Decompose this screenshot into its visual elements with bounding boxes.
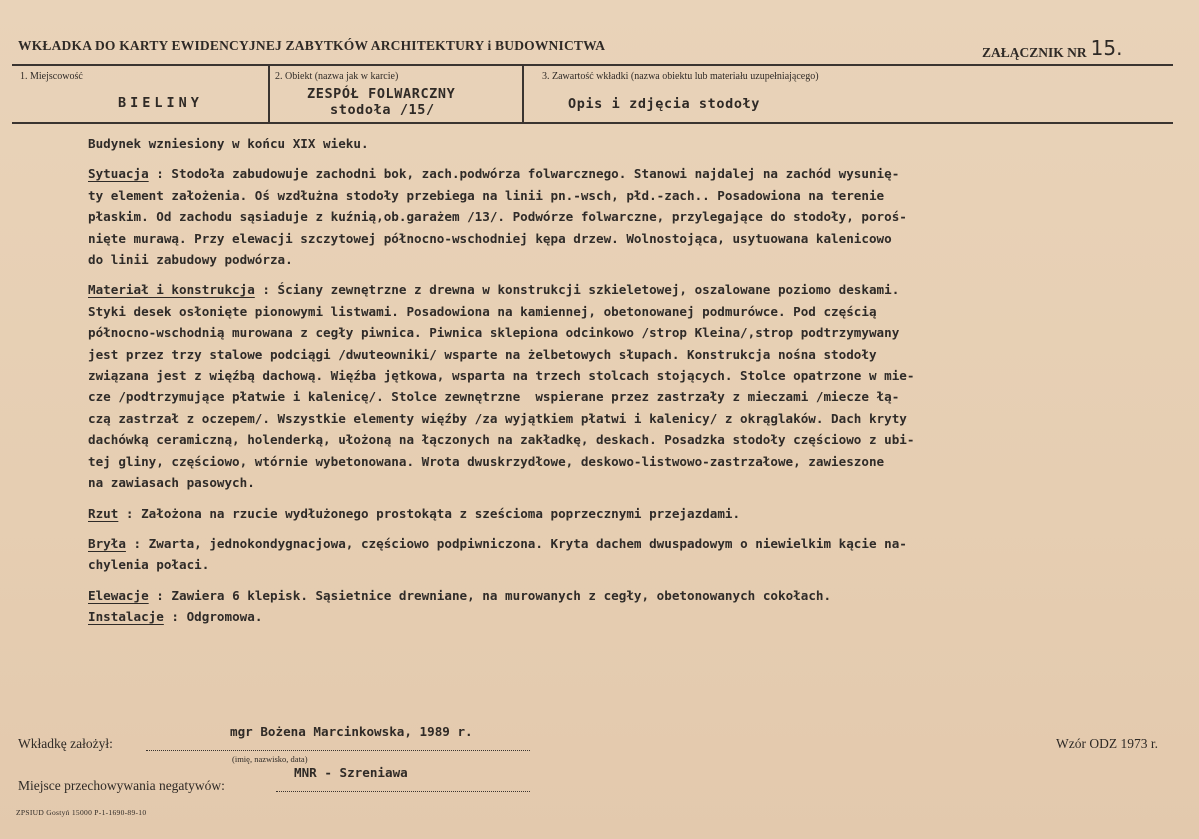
material-line-6: cze /podtrzymujące płatwie i kalenicę/. Stolce zewnętrzne wspierane przez zastrzały z mieczami /miecze łą- [88,389,900,405]
material-line-7: czą zastrzał z oczepem/. Wszystkie elementy więźby /za wyjątkiem płatwi i kalenicy/ z okrąglaków. Dach kryty [88,410,907,426]
instalacje-heading: Instalacje [88,609,164,625]
pattern-label: Wzór ODZ 1973 r. [1056,736,1158,751]
material-heading: Materiał i konstrukcja [88,282,255,298]
field-divider-2 [522,66,524,122]
negatives-label: Miejsce przechowywania negatywów: [18,778,225,793]
sytuacja-line-3: płaskim. Od zachodu sąsiaduje z kuźnią,ob.garażem /13/. Podwórze folwarczne, przylegające do stodoły, poroś- [88,209,907,225]
material-line-2: Styki desek osłonięte pionowymi listwami. Posadowiona na kamiennej, obetonowanej podmurówce. Pod częścią [88,303,877,319]
material-line-8: dachówką ceramiczną, holenderką, ułożoną na łączonych na zakładkę, deskach. Posadzka stodoły częściowo z ubi- [88,432,915,448]
author-value: mgr Bożena Marcinkowska, 1989 r. [230,724,473,739]
intro-line: Budynek wzniesiony w końcu XIX wieku. [88,136,369,151]
elewacje-line: Elewacje : Zawiera 6 klepisk. Sąsietnice drewniane, na murowanych z cegły, obetonowanych cokołach. [88,587,832,603]
sytuacja-line-2: ty element założenia. Oś wzdłużna stodoły przebiega na linii pn.-wsch, płd.-zach.. Posadowiona na terenie [88,187,885,203]
attachment-label: ZAŁĄCZNIK NR [982,45,1087,60]
object-label: 2. Obiekt (nazwa jak w karcie) [275,71,399,82]
sytuacja-line-1: Sytuacja : Stodoła zabudowuje zachodni bok, zach.podwórza folwarcznego. Stanowi najdalej na zachód wysunię- [88,166,900,182]
field-divider-1 [268,66,270,122]
bryla-heading: Bryła [88,535,126,551]
rzut-heading: Rzut [88,505,119,521]
content-value: Opis i zdjęcia stodoły [568,96,761,112]
negatives-dotted-line [276,791,530,792]
material-line-5: związana jest z więźbą dachową. Więźba jętkowa, wsparta na trzech stolcach stojących. Stolce opatrzone w mie- [88,368,915,384]
bryla-line-2: chylenia połaci. [88,557,210,573]
header-top-rule [12,64,1173,66]
attachment-number-field [982,38,1122,62]
elewacje-heading: Elewacje [88,587,149,603]
rzut-line: Rzut : Założona na rzucie wydłużonego prostokąta z sześcioma poprzecznymi przejazdami. [88,505,741,521]
card-title: WKŁADKA DO KARTY EWIDENCYJNEJ ZABYTKÓW ARCHITEKTURY i BUDOWNICTWA [18,38,606,53]
sytuacja-line-5: do linii zabudowy podwórza. [88,252,293,268]
sytuacja-heading: Sytuacja [88,166,149,182]
sytuacja-line-4: nięte murawą. Przy elewacji szczytowej północno-wschodniej kępa drzew. Wolnostojąca, usytuowana kalenicowo [88,230,892,246]
object-value-line1: ZESPÓŁ FOLWARCZNY [307,86,456,102]
bryla-line-1: Bryła : Zwarta, jednokondygnacjowa, częściowo podpiwniczona. Kryta dachem dwuspadowym o niewielkim kącie na- [88,535,907,551]
attachment-number: 15. [1090,36,1123,60]
author-dotted-line [146,750,530,751]
material-line-10: na zawiasach pasowych. [88,475,255,491]
print-info: ZPSIUD Gostyń 15000 P-1-1690-89-10 [16,808,147,817]
locality-value: BIELINY [118,95,203,111]
header-bottom-rule [12,122,1173,124]
negatives-value: MNR - Szreniawa [294,765,408,780]
content-label: 3. Zawartość wkładki (nazwa obiektu lub materiału uzupełniającego) [542,71,819,82]
author-hint: (imię, nazwisko, data) [232,754,308,764]
instalacje-line: Instalacje : Odgromowa. [88,609,263,625]
material-line-3: północno-wschodnią murowana z cegły piwnica. Piwnica sklepiona odcinkowo /strop Kleina/,strop podtrzymywany [88,325,900,341]
author-label: Wkładkę założył: [18,736,113,751]
object-value-line2: stodoła /15/ [330,102,435,118]
material-line-1: Materiał i konstrukcja : Ściany zewnętrzne z drewna w konstrukcji szkieletowej, oszalowane poziomo deskami. [88,282,900,298]
material-line-4: jest przez trzy stalowe podciągi /dwuteowniki/ wsparte na żelbetowych słupach. Konstrukcja nośna stodoły [88,346,877,362]
material-line-9: tej gliny, częściowo, wtórnie wybetonowana. Wrota dwuskrzydłowe, deskowo-listwowo-zastrzałowe, zawieszone [88,453,885,469]
locality-label: 1. Miejscowość [20,71,83,82]
description-body [88,133,1163,628]
